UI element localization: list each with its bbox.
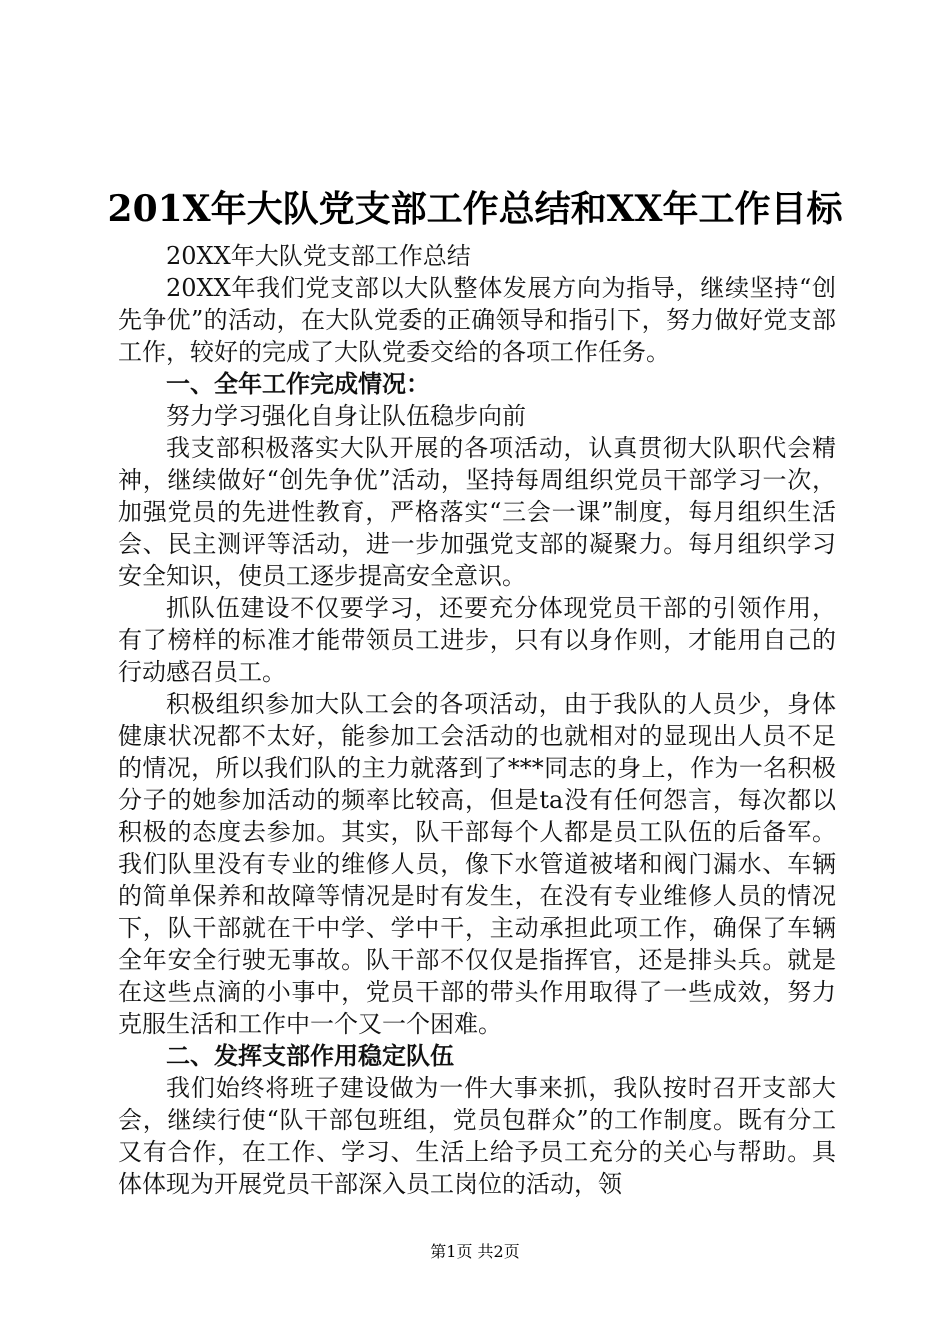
paragraph-body: 我支部积极落实大队开展的各项活动，认真贯彻大队职代会精神，继续做好“创先争优”活动，坚持每周组织党员干部学习一次，加强党员的先进性教育，严格落实“三会一课”制度，每月组织生活会、民主测评等活动，进一步加强党支部的凝聚力。每月组织学习安全知识，使员工逐步提高安全意识。 xyxy=(118,434,836,590)
paragraph-subheading: 努力学习强化自身让队伍稳步向前 xyxy=(166,402,526,430)
paragraph-intro: 20XX年我们党支部以大队整体发展方向为指导，继续坚持“创先争优”的活动，在大队党委的正确领导和指引下，努力做好党支部工作，较好的完成了大队党委交给的各项工作任务。 xyxy=(118,274,836,366)
paragraph-body: 抓队伍建设不仅要学习，还要充分体现党员干部的引领作用，有了榜样的标准才能带领员工进步，只有以身作则，才能用自己的行动感召员工。 xyxy=(118,594,836,686)
document-title: 201X年大队党支部工作总结和XX年工作目标 xyxy=(107,188,843,230)
section-heading-2: 二、发挥支部作用稳定队伍 xyxy=(166,1042,454,1070)
page-footer: 第1页 共2页 xyxy=(430,1242,520,1261)
paragraph-subtitle: 20XX年大队党支部工作总结 xyxy=(166,242,471,270)
document-body xyxy=(118,240,836,1200)
section-heading-1: 一、全年工作完成情况： xyxy=(166,370,430,398)
paragraph-body: 积极组织参加大队工会的各项活动，由于我队的人员少，身体健康状况都不太好，能参加工会活动的也就相对的显现出人员不足的情况，所以我们队的主力就落到了***同志的身上，作为一名积极分子的她参加活动的频率比较高，但是ta没有任何怨言，每次都以积极的态度去参加。其实，队干部每个人都是员工队伍的后备军。我们队里没有专业的维修人员，像下水管道被堵和阀门漏水、车辆的简单保养和故障等情况是时有发生，在没有专业维修人员的情况下，队干部就在干中学、学中干，主动承担此项工作，确保了车辆全年安全行驶无事故。队干部不仅仅是指挥官，还是排头兵。就是在这些点滴的小事中，党员干部的带头作用取得了一些成效，努力克服生活和工作中一个又一个困难。 xyxy=(118,690,836,1038)
paragraph-body: 我们始终将班子建设做为一件大事来抓，我队按时召开支部大会，继续行使“队干部包班组，党员包群众”的工作制度。既有分工又有合作，在工作、学习、生活上给予员工充分的关心与帮助。具体体现为开展党员干部深入员工岗位的活动，领 xyxy=(118,1074,836,1198)
